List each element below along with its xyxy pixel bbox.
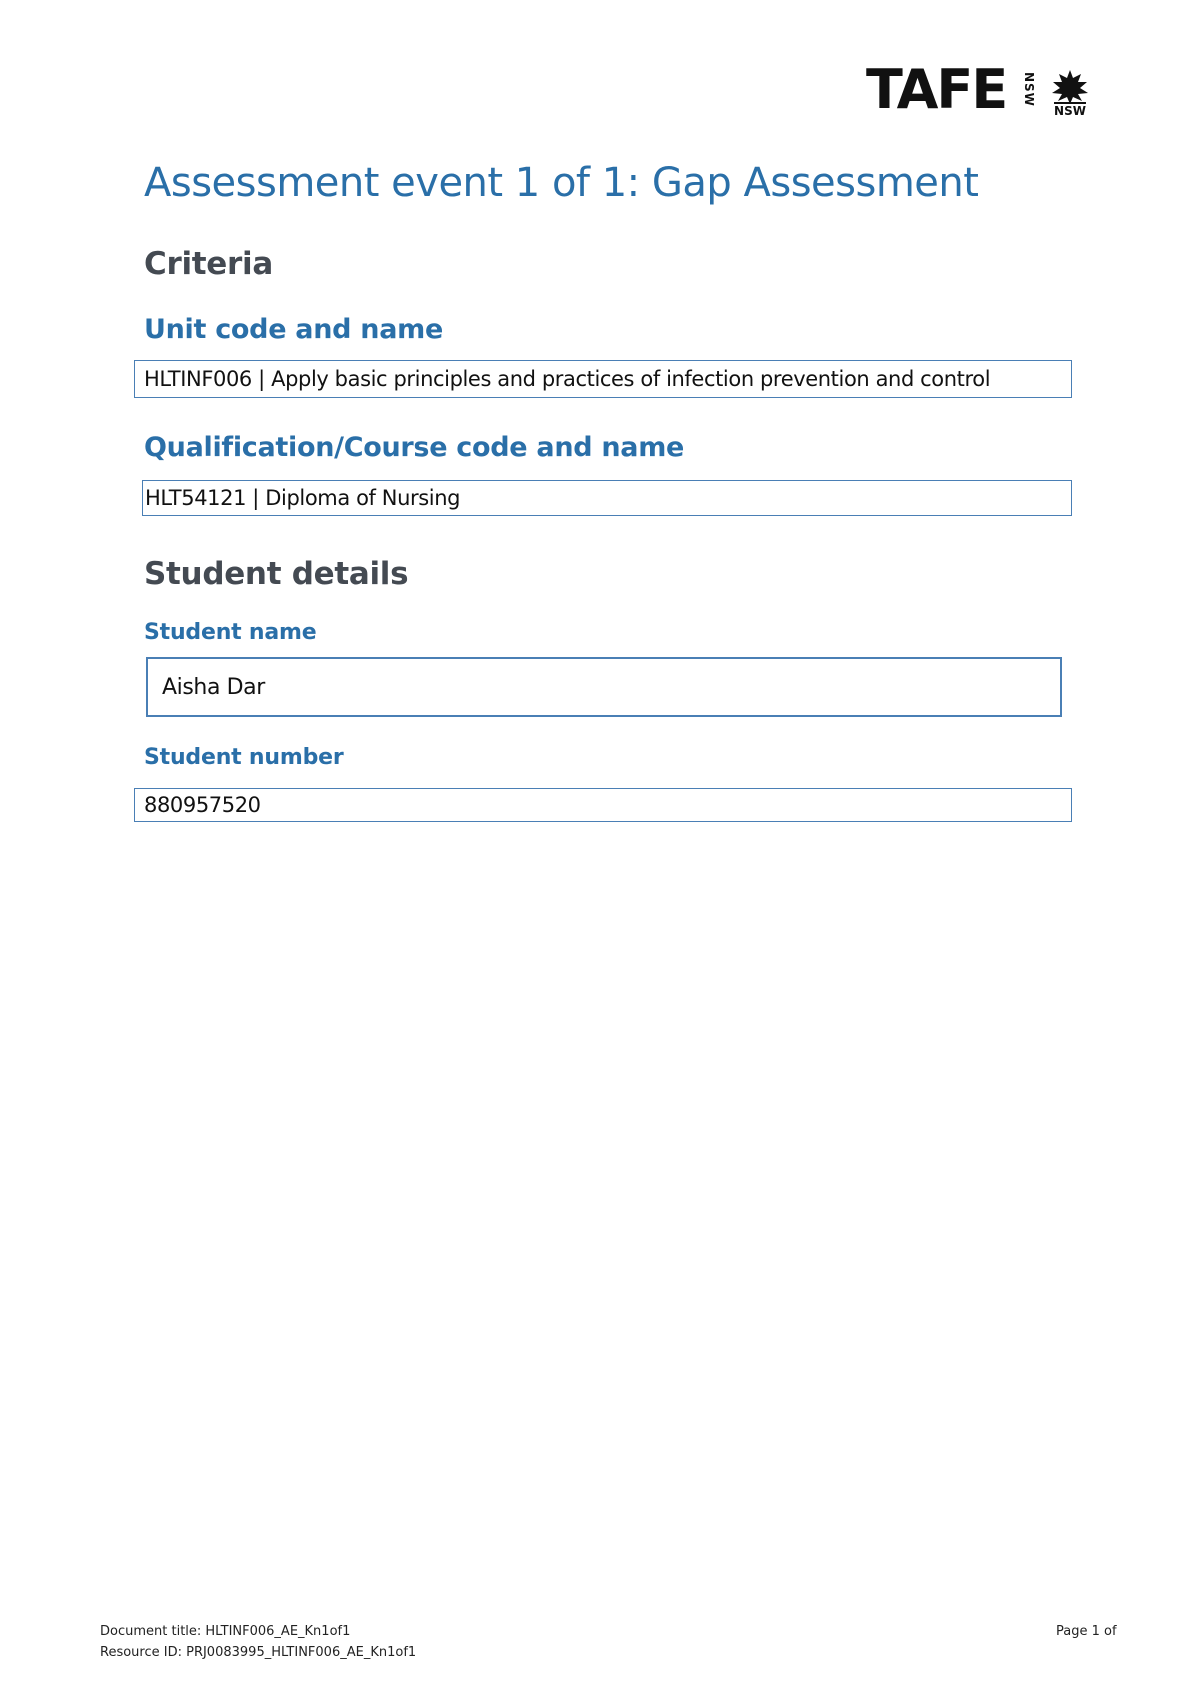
student-number-field[interactable]: 880957520 [134, 788, 1072, 822]
footer-page-number: Page 1 of [1056, 1624, 1117, 1639]
unit-field[interactable]: HLTINF006 | Apply basic principles and practices of infection prevention and control [134, 360, 1072, 398]
footer-document-title: Document title: HLTINF006_AE_Kn1of1 [100, 1624, 351, 1639]
student-name-label: Student name [144, 620, 317, 645]
footer-resource-id: Resource ID: PRJ0083995_HLTINF006_AE_Kn1of1 [100, 1645, 417, 1660]
qualification-field[interactable]: HLT54121 | Diploma of Nursing [142, 480, 1072, 516]
logo-wordmark: TAFE [866, 58, 1007, 121]
student-details-heading: Student details [144, 556, 409, 592]
student-number-label: Student number [144, 745, 344, 770]
page-title: Assessment event 1 of 1: Gap Assessment [144, 160, 979, 206]
criteria-heading: Criteria [144, 246, 273, 282]
waratah-crest-icon [1048, 68, 1092, 118]
qualification-heading: Qualification/Course code and name [144, 432, 685, 463]
student-name-field[interactable]: Aisha Dar [146, 657, 1062, 717]
logo-nsw-vertical [1022, 72, 1036, 114]
tafe-nsw-logo [866, 58, 1096, 121]
logo-vertical-text: NSW [1022, 72, 1036, 107]
unit-heading: Unit code and name [144, 314, 443, 345]
logo-crest-text: NSW [1054, 104, 1086, 118]
